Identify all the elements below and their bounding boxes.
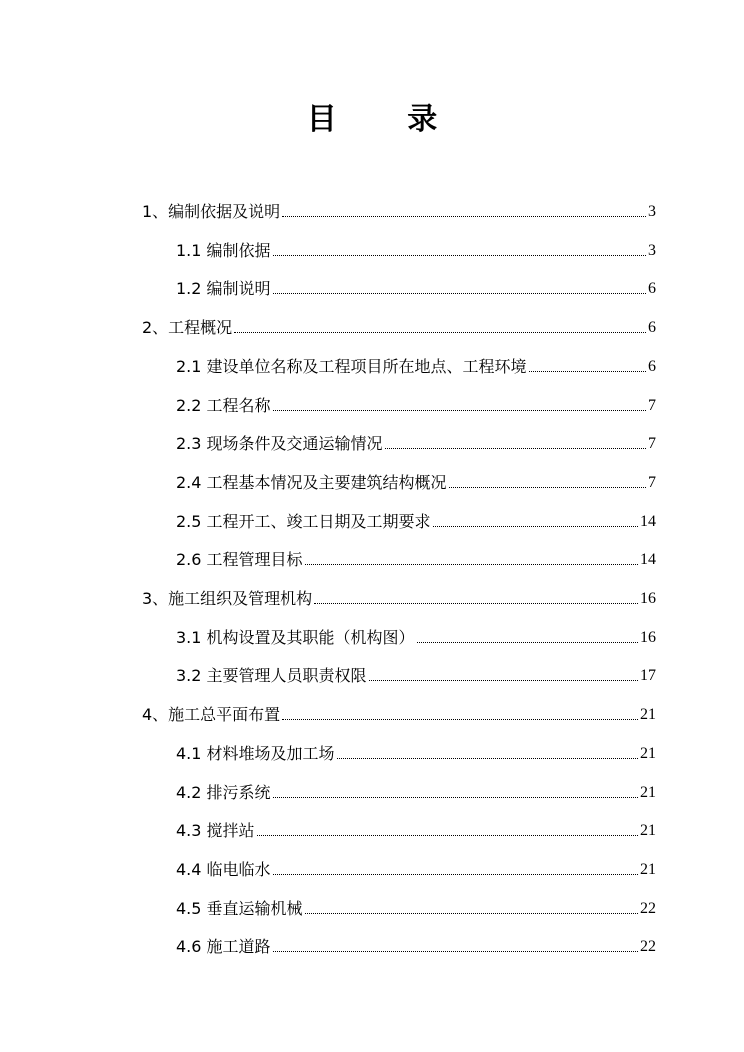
- toc-leader-dots: [305, 564, 638, 565]
- toc-entry-label: 2.1 建设单位名称及工程项目所在地点、工程环境: [176, 356, 527, 376]
- toc-page-number: 14: [640, 512, 656, 530]
- toc-entry-label: 4.3 搅拌站: [176, 821, 255, 841]
- toc-leader-dots: [314, 603, 638, 604]
- toc-entry[interactable]: [176, 234, 656, 262]
- toc-entry[interactable]: [176, 389, 656, 417]
- toc-entry-label: 4.1 材料堆场及加工场: [176, 743, 335, 763]
- toc-leader-dots: [273, 951, 638, 952]
- toc-entry[interactable]: [176, 272, 656, 300]
- toc-entry[interactable]: [142, 698, 656, 726]
- toc-leader-dots: [529, 371, 646, 372]
- toc-entry[interactable]: [142, 195, 656, 223]
- toc-page-number: 21: [640, 860, 656, 878]
- toc-leader-dots: [449, 487, 646, 488]
- toc-leader-dots: [433, 526, 638, 527]
- toc-page-number: 7: [648, 396, 656, 414]
- toc-entry[interactable]: [142, 582, 656, 610]
- toc-entry-label: 4.4 临电临水: [176, 859, 271, 879]
- toc-entry-label: 3、施工组织及管理机构: [142, 589, 313, 608]
- toc-page-number: 17: [640, 667, 656, 685]
- toc-leader-dots: [273, 255, 646, 256]
- toc-page-number: 14: [640, 551, 656, 569]
- toc-entry[interactable]: [176, 466, 656, 494]
- toc-entry[interactable]: [176, 427, 656, 455]
- toc-leader-dots: [273, 293, 646, 294]
- toc-page-number: 6: [648, 280, 656, 298]
- toc-page-number: 6: [648, 319, 656, 337]
- toc-page-number: 6: [648, 357, 656, 375]
- toc-page-number: 21: [640, 783, 656, 801]
- toc-entry[interactable]: [176, 892, 656, 920]
- toc-page-number: 7: [648, 473, 656, 491]
- toc-entry[interactable]: [176, 543, 656, 571]
- toc-page-number: 16: [640, 628, 656, 646]
- toc-entry-label: 4、施工总平面布置: [142, 705, 281, 725]
- toc-entry[interactable]: [176, 737, 656, 765]
- toc-entry[interactable]: [176, 659, 656, 687]
- toc-leader-dots: [369, 680, 638, 681]
- toc-entry[interactable]: [176, 621, 656, 649]
- toc-entry-label: 2.5 工程开工、竣工日期及工期要求: [176, 511, 431, 531]
- toc-entry-label: 1、编制依据及说明: [142, 202, 281, 221]
- toc-entry-label: 3.1 机构设置及其职能（机构图）: [176, 627, 415, 647]
- toc-leader-dots: [273, 874, 638, 875]
- toc-entry-label: 2、工程概况: [142, 318, 233, 338]
- toc-entry[interactable]: [176, 776, 656, 804]
- toc-leader-dots: [234, 332, 646, 333]
- toc-entry-label: 1.2 编制说明: [176, 279, 271, 299]
- toc-entry[interactable]: [176, 505, 656, 533]
- toc-page-number: 3: [648, 203, 656, 220]
- toc-page-number: 21: [640, 822, 656, 840]
- toc-entry[interactable]: [176, 930, 656, 958]
- toc-leader-dots: [337, 758, 638, 759]
- toc-leader-dots: [385, 448, 646, 449]
- toc-entry-label: 2.3 现场条件及交通运输情况: [176, 434, 383, 454]
- toc-page-number: 7: [648, 435, 656, 453]
- toc-leader-dots: [417, 642, 638, 643]
- toc-leader-dots: [282, 719, 638, 720]
- toc-entry[interactable]: [142, 311, 656, 339]
- toc-page-number: 21: [640, 706, 656, 724]
- page-title: 目 录: [306, 102, 468, 137]
- toc-page-number: 3: [648, 241, 656, 259]
- toc-leader-dots: [305, 913, 638, 914]
- toc-entry-label: 4.6 施工道路: [176, 937, 271, 957]
- toc-entry[interactable]: [176, 350, 656, 378]
- toc-entry[interactable]: [176, 814, 656, 842]
- toc-entry-label: 2.4 工程基本情况及主要建筑结构概况: [176, 472, 447, 492]
- toc-entry-label: 4.5 垂直运输机械: [176, 898, 303, 918]
- toc-entry[interactable]: [176, 853, 656, 881]
- toc-page-number: 22: [640, 899, 656, 917]
- toc-page-number: 21: [640, 744, 656, 762]
- toc-page-number: 16: [640, 590, 656, 607]
- toc-entry-label: 2.2 工程名称: [176, 395, 271, 415]
- toc-leader-dots: [273, 797, 638, 798]
- toc-entry-label: 2.6 工程管理目标: [176, 550, 303, 570]
- toc-page-number: 22: [640, 938, 656, 956]
- toc-leader-dots: [282, 216, 646, 217]
- toc-leader-dots: [273, 410, 646, 411]
- toc-entry-label: 3.2 主要管理人员职责权限: [176, 666, 367, 686]
- toc-leader-dots: [257, 835, 638, 836]
- toc-entry-label: 1.1 编制依据: [176, 240, 271, 260]
- toc-entry-label: 4.2 排污系统: [176, 782, 271, 802]
